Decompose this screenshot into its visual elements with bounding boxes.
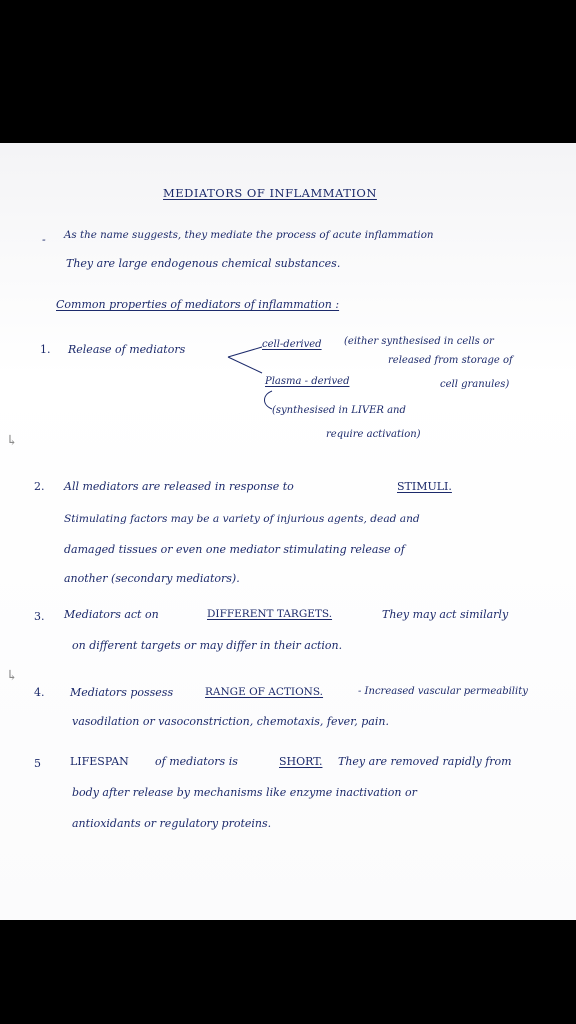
point-5-line-1d: They are removed rapidly from: [338, 755, 512, 768]
branch-plasma-derived: Plasma - derived: [265, 376, 350, 387]
cell-note-line-2: released from storage of: [388, 355, 513, 366]
point-5-lifespan: LIFESPAN: [70, 755, 129, 768]
binder-hole-icon: ↳: [6, 668, 18, 684]
point-2-stimuli: STIMULI.: [397, 480, 452, 493]
point-3-line-1c: They may act similarly: [382, 608, 509, 621]
plasma-note-line-2: require activation): [326, 429, 421, 440]
plasma-note-line-1: (synthesised in LIVER and: [272, 405, 406, 416]
branch-bracket: [226, 343, 266, 383]
binder-hole-icon: ↳: [6, 433, 18, 449]
point-5-line-1b: of mediators is: [155, 755, 238, 768]
point-3-different-targets: DIFFERENT TARGETS.: [207, 608, 333, 620]
point-4-line-1c: - Increased vascular permeability: [358, 686, 528, 697]
point-2-line-2: Stimulating factors may be a variety of injurious agents, dead and: [64, 513, 420, 525]
properties-subheading: Common properties of mediators of inflammation :: [56, 298, 340, 311]
notebook-page: [0, 143, 576, 920]
point-4-line-1a: Mediators possess: [70, 686, 174, 699]
point-3-line-1a: Mediators act on: [64, 608, 159, 621]
point-5-short: SHORT.: [279, 755, 323, 768]
point-5-line-3: antioxidants or regulatory proteins.: [72, 817, 272, 830]
branch-cell-derived: cell-derived: [262, 339, 322, 350]
intro-line-2: They are large endogenous chemical substances.: [66, 257, 341, 270]
intro-line-1: As the name suggests, they mediate the process of acute inflammation: [64, 229, 434, 241]
point-5-number: 5: [34, 757, 41, 770]
point-5-line-2: body after release by mechanisms like enzyme inactivation or: [72, 786, 417, 799]
point-4-number: 4.: [34, 686, 45, 699]
point-4-line-2: vasodilation or vasoconstriction, chemotaxis, fever, pain.: [72, 715, 389, 728]
point-2-line-1a: All mediators are released in response to: [64, 480, 294, 493]
point-2-number: 2.: [34, 480, 45, 493]
point-2-line-4: another (secondary mediators).: [64, 572, 240, 585]
point-2-line-3: damaged tissues or even one mediator stimulating release of: [64, 543, 405, 556]
cell-note-line-1: (either synthesised in cells or: [344, 336, 494, 347]
point-4-range-of-actions: RANGE OF ACTIONS.: [205, 686, 324, 698]
page-title: MEDIATORS OF INFLAMMATION: [163, 186, 377, 200]
point-1-label: Release of mediators: [68, 343, 186, 356]
intro-bullet: -: [42, 233, 46, 246]
point-3-line-2: on different targets or may differ in their action.: [72, 639, 343, 652]
point-1-number: 1.: [40, 343, 51, 356]
cell-note-line-3: cell granules): [440, 379, 510, 390]
point-3-number: 3.: [34, 610, 45, 623]
